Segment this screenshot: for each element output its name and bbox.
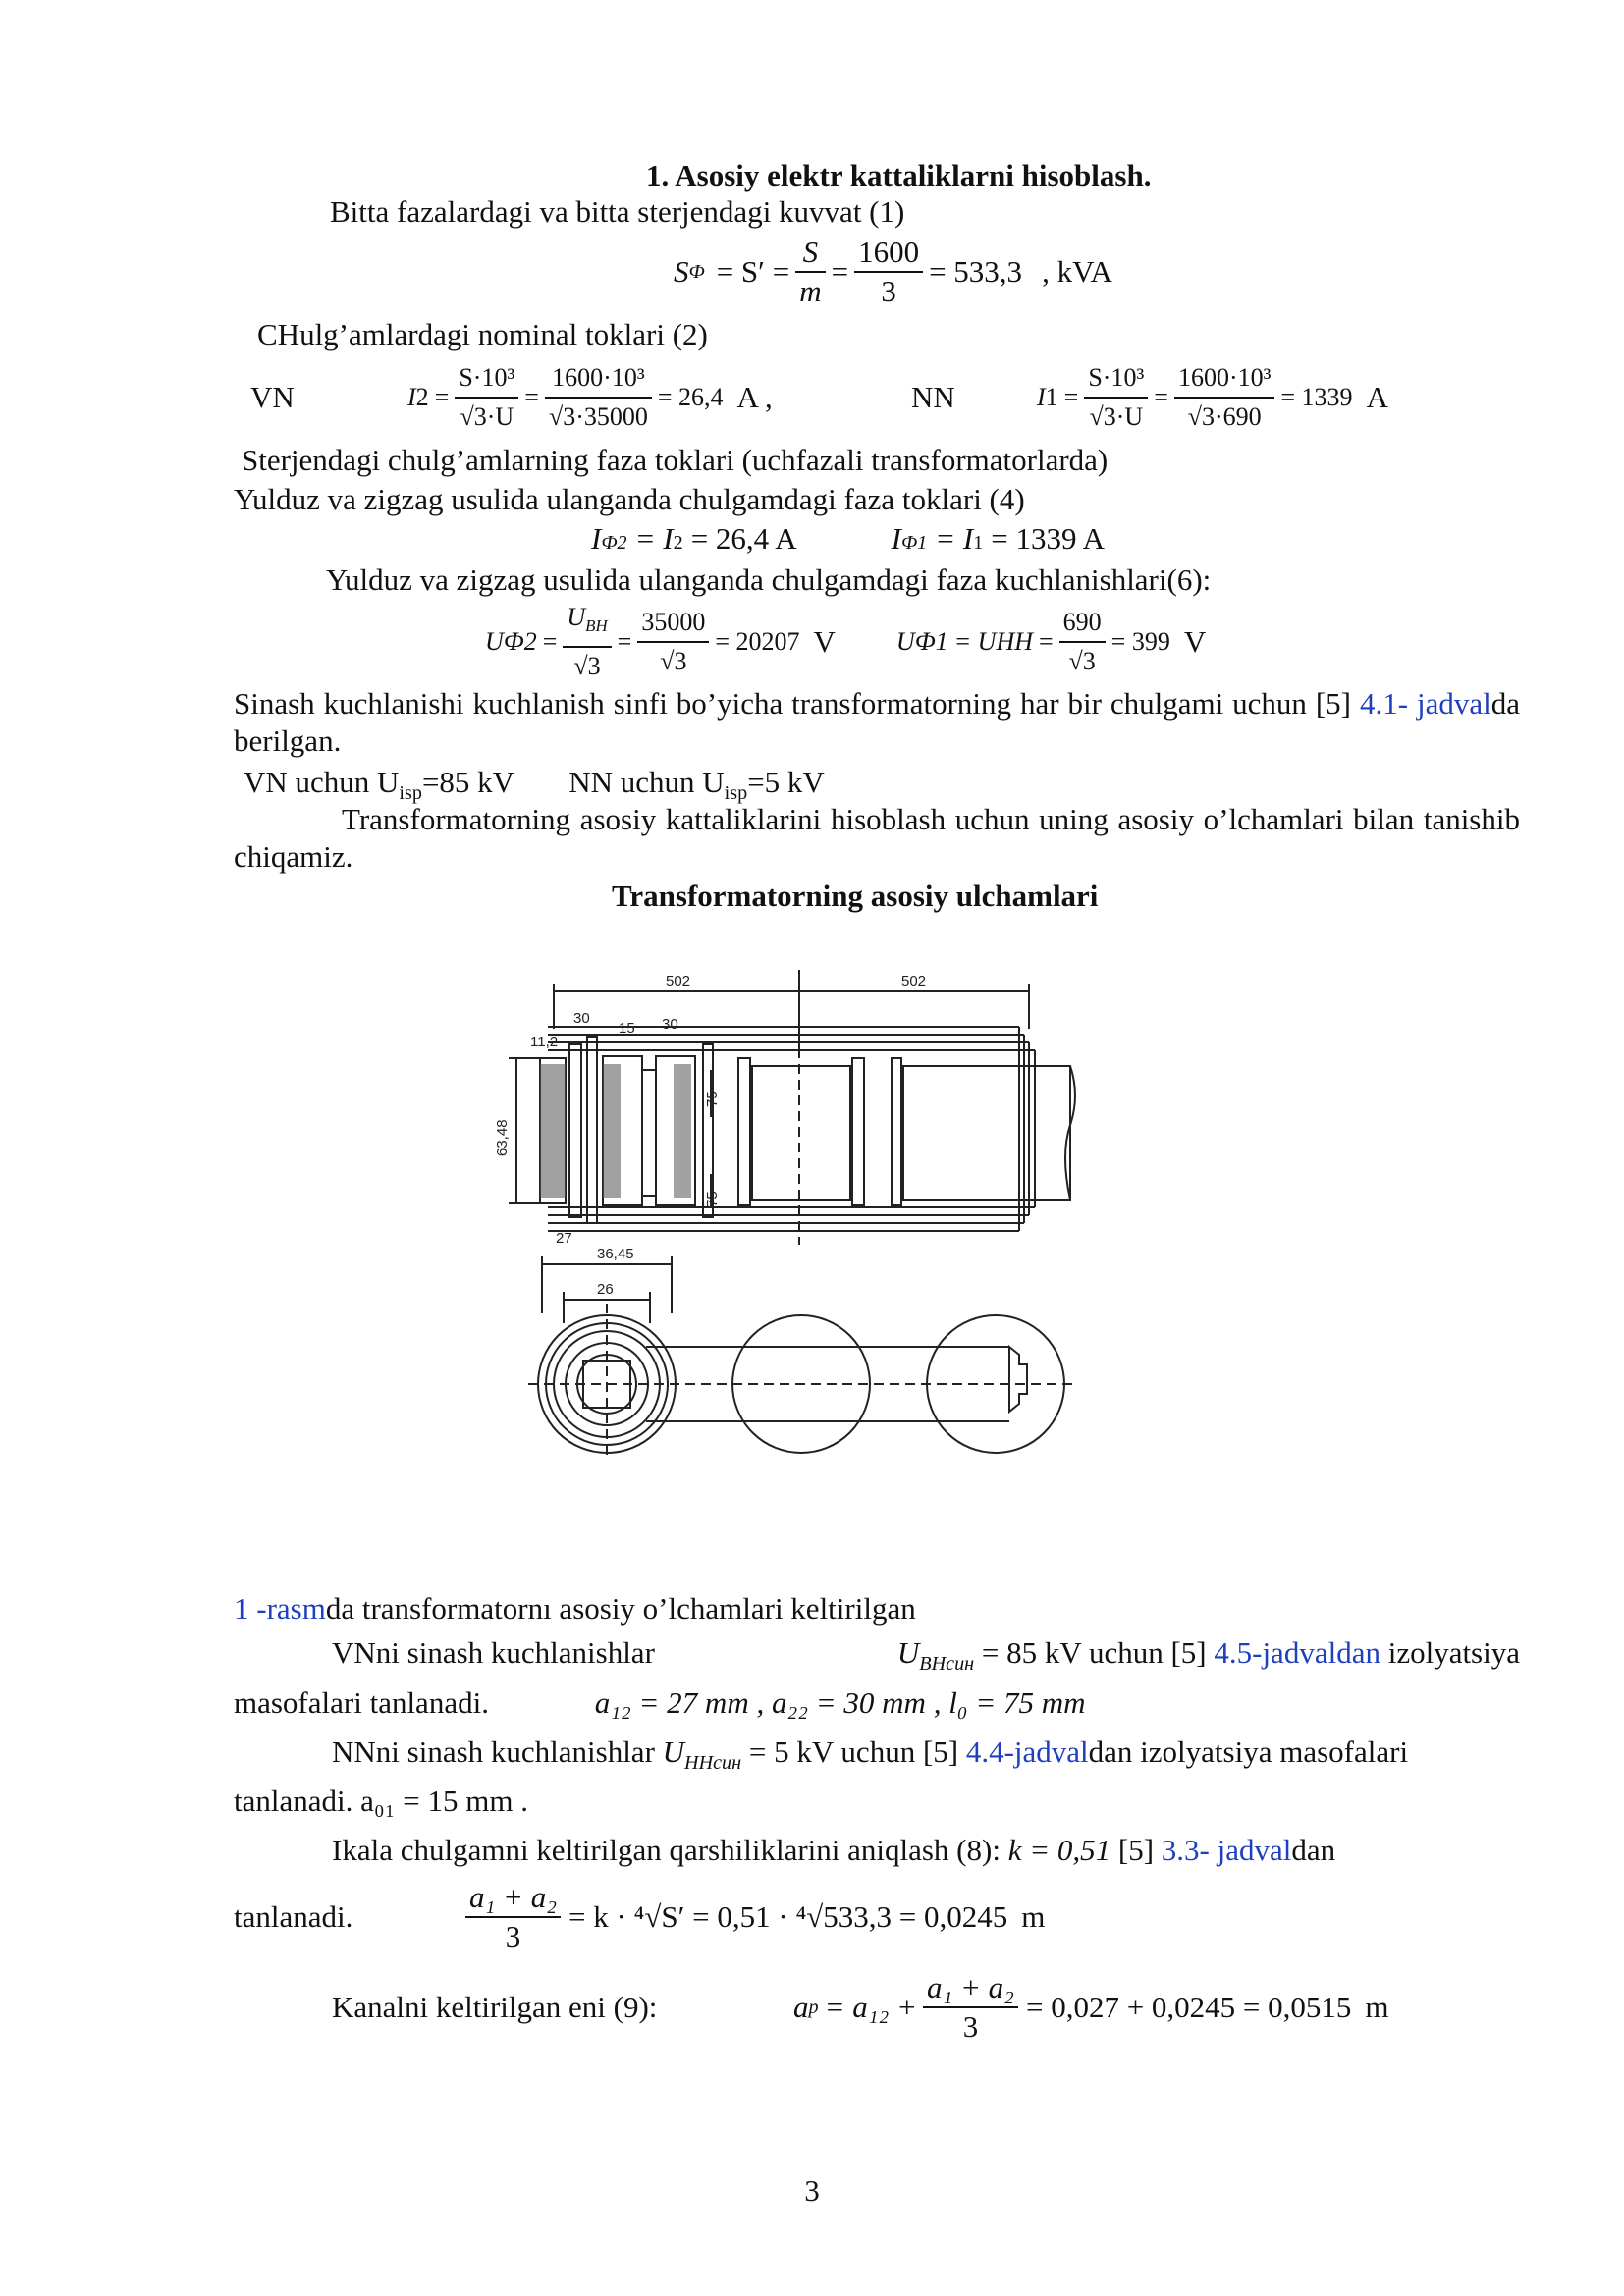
figure-caption: 1 -rasmda transformatornı asosiy o’lchamlari keltirilgan xyxy=(234,1591,916,1626)
paragraph-vn-test-2: masofalari tanlanadi. a₁₂ = 27 mm , a₂₂ = 30 mm , l₀ = 75 mm xyxy=(234,1685,1086,1720)
link-table-4-1[interactable]: 4.1- xyxy=(1359,686,1409,721)
section-heading: 1. Asosiy elektr kattaliklarni hisoblash. xyxy=(646,158,1152,192)
dim-label: 63,48 xyxy=(494,1119,511,1156)
paragraph-currents: CHulg’amlardagi nominal toklari (2) xyxy=(257,317,708,351)
paragraph-nn-test-2: tanlanadi. a₀₁ = 15 mm . xyxy=(234,1784,528,1818)
dim-label: 502 xyxy=(901,973,927,989)
link-figure-1[interactable]: 1 -rasm xyxy=(234,1591,326,1626)
dim-label: 36,45 xyxy=(597,1246,634,1262)
link-table-3-3[interactable]: 3.3- jadval xyxy=(1161,1833,1292,1867)
dim-label: 15 xyxy=(619,1020,635,1037)
dim-label: 27 xyxy=(556,1230,572,1247)
dim-label: 30 xyxy=(573,1010,590,1027)
paragraph-power: Bitta fazalardagi va bitta sterjendagi kuvvat (1) xyxy=(330,194,905,229)
paragraph-k: Ikala chulgamni keltirilgan qarshiliklarini aniqlash (8): k = 0,51 [5] 3.3- jadvaldan xyxy=(332,1833,1336,1867)
paragraph-nn-test: NNni sinash kuchlanishlar $U_{ННсин} = 5$ kV uchun [5] 4.4-jadvaldan izolyatsiya masofalari xyxy=(332,1735,1409,1775)
figure-heading: Transformatorning asosiy ulchamlari xyxy=(612,879,1099,913)
test-voltage-values: VN uchun $U_{isp}=85$ kV NN uchun $U_{isp}=5$ kV xyxy=(244,765,825,805)
equation-nn-current: NN I 1 = $\frac{\text{S·10³}}{√3\cdot U}$ = $\frac{\text{1600·10³}}{√3\cdot 690}$ = 1339 A xyxy=(911,358,1388,437)
dim-label: 26 xyxy=(597,1281,614,1298)
equation-power: S Ф = S′ = $\frac{S}{m}$ = $\frac{1600}{3}$ = 533,3 , kVA xyxy=(674,235,1112,308)
page-number: 3 xyxy=(804,2173,820,2208)
equation-phase-voltages: U Ф2 = $\frac{U_{ВН}}{√3}$ = $\frac{35000}{√3}$ = 20207 V U Ф1 = U НН = $\frac{690}{√3}$ = 399 V xyxy=(485,601,1206,683)
dim-label: 75 xyxy=(704,1091,721,1107)
link-table-4-5[interactable]: 4.5-jadvaldan xyxy=(1214,1635,1380,1670)
paragraph-intro: Transformatorning asosiy kattaliklarini hisoblash uchun uning asosiy o’lchamlari bilan tanishib chiqamiz. xyxy=(234,802,1520,874)
link-table-4-4[interactable]: 4.4-jadval xyxy=(965,1735,1089,1769)
paragraph-test-voltage: Sinash kuchlanishi kuchlanish sinfi bo’yicha transformatorning har bir chulgami uchun [5] 4.1- jadvalda berilgan. xyxy=(234,686,1520,758)
equation-kanal: Kanalni keltirilgan eni (9): a p = a₁₂ + $\frac{\text{a₁ + a₂}}{3}$ = 0,027 + 0,0245 = 0,0515 m xyxy=(332,1970,1389,2044)
transformer-dimensions-figure xyxy=(489,950,1117,1575)
dim-label: 30 xyxy=(662,1016,678,1033)
equation-vn-current: VN I 2 = $\frac{\text{S·10³}}{√3\cdot U}$ = $\frac{\text{1600·10³}}{√3\cdot 35000}$ = 26,4 A , xyxy=(250,358,773,437)
equation-phase-currents: I Ф2 = I 2 = 26,4 A I Ф1 = I 1 = 1339 A xyxy=(591,521,1105,556)
dim-label: 75 xyxy=(704,1191,721,1207)
equation-a: tanlanadi. $\frac{\text{a₁ + a₂}}{3}$ = k · ⁴√S′ = 0,51 · ⁴√533,3 = 0,0245 m xyxy=(234,1880,1046,1953)
paragraph-phase-currents-2: Yulduz va zigzag usulida ulanganda chulgamdagi faza toklari (4) xyxy=(234,482,1025,516)
paragraph-phase-currents-1: Sterjendagi chulg’amlarning faza toklari (uchfazali transformatorlarda) xyxy=(242,443,1109,477)
paragraph-vn-test: VNni sinash kuchlanishlar $U_{ВНсин} = 85$ kV uchun [5] 4.5-jadvaldan izolyatsiya xyxy=(332,1635,1520,1676)
dim-label: 11,2 xyxy=(530,1034,559,1050)
link-jadval[interactable]: jadval xyxy=(1416,686,1491,721)
dim-label: 502 xyxy=(666,973,691,989)
paragraph-phase-voltages: Yulduz va zigzag usulida ulanganda chulgamdagi faza kuchlanishlari(6): xyxy=(326,562,1212,597)
